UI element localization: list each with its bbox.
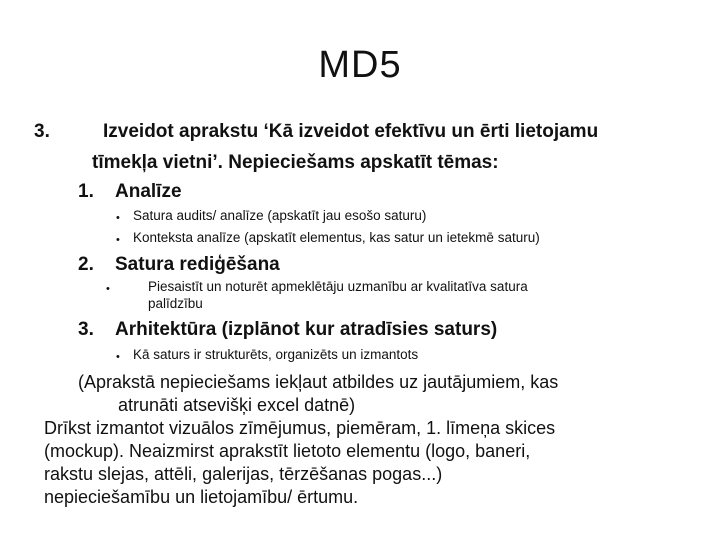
note-line-4: (mockup). Neaizmirst aprakstīt lietoto elementu (logo, baneri, xyxy=(44,441,531,461)
bullet-konteksta-analize: Konteksta analīze (apskatīt elementus, kas satur un ietekmē saturu) xyxy=(133,230,540,245)
note-line-6: nepieciešamību un lietojamību/ ērtumu. xyxy=(44,487,359,507)
section-title-arhitektura: Arhitektūra (izplānot kur atradīsies saturs) xyxy=(115,319,498,340)
task-heading-line-1: Izveidot aprakstu ‘Kā izveidot efektīvu un ērti lietojamu xyxy=(103,121,599,142)
note-line-2: atrunāti atsevišķi excel datnē) xyxy=(118,395,356,415)
bullet-dot: • xyxy=(116,234,120,246)
bullet-piesaistit-line-2: palīdzību xyxy=(148,296,203,311)
section-number-arhitektura: 3. xyxy=(78,319,94,340)
task-heading-line-2: tīmekļa vietni’. Nepieciešams apskatīt tēmas: xyxy=(92,152,499,173)
slide-title: MD5 xyxy=(318,44,402,86)
bullet-dot: • xyxy=(116,212,120,224)
bullet-ka-saturs: Kā saturs ir strukturēts, organizēts un izmantots xyxy=(133,347,419,362)
note-line-1: (Aprakstā nepieciešams iekļaut atbildes uz jautājumiem, kas xyxy=(78,372,559,392)
task-number: 3. xyxy=(34,121,50,142)
bullet-satura-audits: Satura audits/ analīze (apskatīt jau esošo saturu) xyxy=(133,208,427,223)
bullet-dot: • xyxy=(106,283,110,295)
bullet-dot: • xyxy=(116,351,120,363)
section-title-rediģesana: Satura rediģēšana xyxy=(115,254,280,275)
section-title-analize: Analīze xyxy=(115,181,182,202)
note-line-5: rakstu slejas, attēli, galerijas, tērzēšanas pogas...) xyxy=(44,464,443,484)
note-line-3: Drīkst izmantot vizuālos zīmējumus, piemēram, 1. līmeņa skices xyxy=(44,418,556,438)
section-number-analize: 1. xyxy=(78,181,94,202)
bullet-piesaistit-line-1: Piesaistīt un noturēt apmeklētāju uzmanību ar kvalitatīva satura xyxy=(148,279,528,294)
section-number-rediģesana: 2. xyxy=(78,254,94,275)
